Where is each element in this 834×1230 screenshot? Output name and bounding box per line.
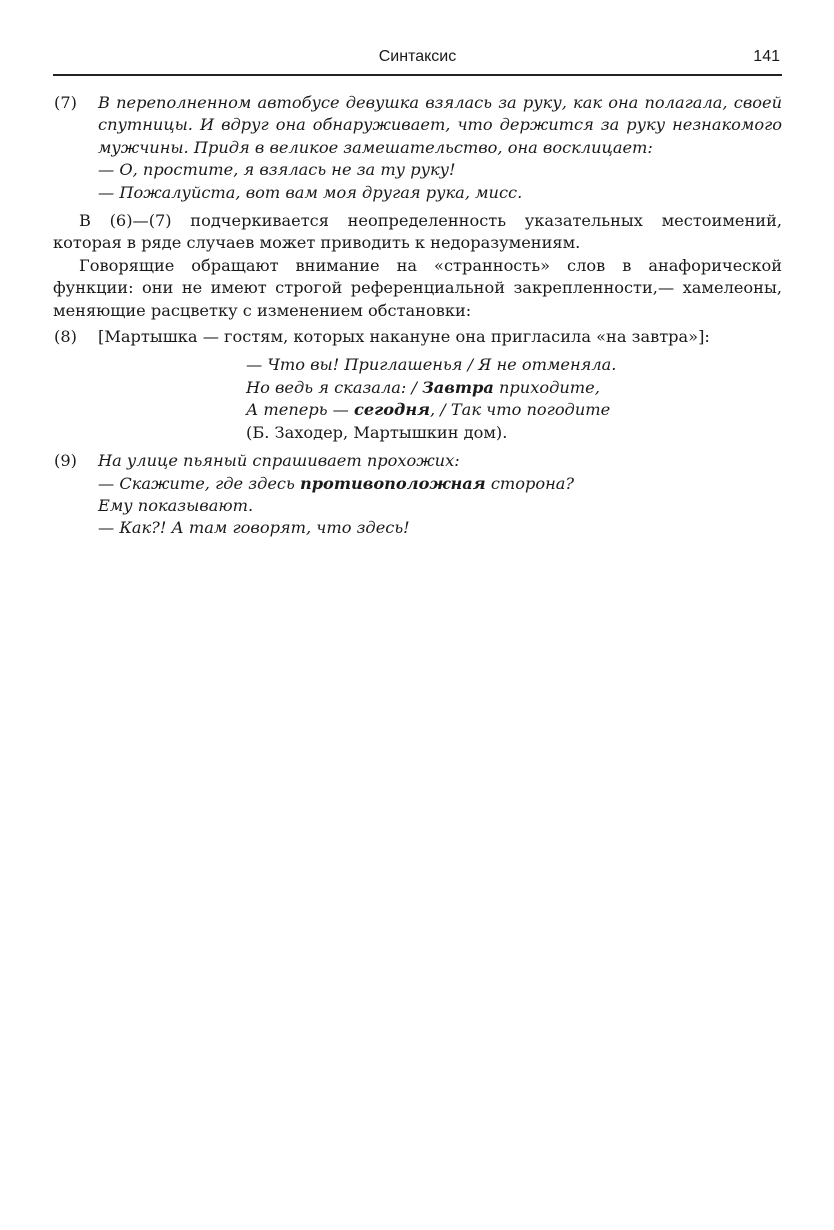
example-9-line-2: — Скажите, где здесь противоположная сторона? — [98, 473, 575, 493]
poem-line-2: Но ведь я сказала: / Завтра приходите, — [246, 377, 600, 397]
example-7-text: В переполненном автобусе девушка взялась за руку, как она полагала, своей спутницы. И вдруг она обнаруживает, что держится за руку незнакомого мужчины. Придя в великое замешательство, она восклицает: — [98, 93, 782, 157]
example-9 — [53, 450, 782, 540]
emphasis-segodnya: сегодня — [354, 400, 430, 420]
emphasis-zavtra: Завтра — [422, 377, 494, 397]
example-9-line-4: — Как?! А там говорят, что здесь! — [98, 518, 410, 538]
running-title: Синтаксис — [378, 48, 457, 65]
poem-line-3: А теперь — сегодня, / Так что погодите — [246, 400, 611, 420]
example-number: (8) — [54, 327, 77, 347]
poem-line-1: — Что вы! Приглашенья / Я не отменяла. — [246, 355, 617, 375]
example-number: (7) — [54, 93, 77, 112]
example-number: (9) — [54, 451, 77, 471]
page-number: 141 — [753, 48, 780, 65]
example-8 — [53, 326, 782, 348]
example-9-line-3: Ему показывают. — [98, 495, 254, 515]
example-8-intro: [Мартышка — гостям, которых накануне она пригласила «на завтра»]: — [98, 327, 710, 347]
paragraph-1: В (6)—(7) подчеркивается неопределенность указательных местоимений, которая в ряде случаев может приводить к недоразумениям. — [53, 211, 782, 253]
example-7-line-2: — Пожалуйста, вот вам моя другая рука, мисс. — [98, 182, 523, 202]
example-9-line-1: На улице пьяный спрашивает прохожих: — [98, 451, 460, 471]
page-body — [53, 92, 782, 546]
emphasis-protivopolozhnaya: противоположная — [299, 473, 486, 493]
paragraph-2: Говорящие обращают внимание на «странность» слов в анафорической функции: они не имеют строгой референциальной закрепленности,— хамелеоны, меняющие расцветку с изменением обстановки: — [53, 255, 782, 320]
example-7 — [53, 92, 782, 204]
example-7-line-1: — О, простите, я взялась не за ту руку! — [98, 160, 456, 180]
poem-quote — [246, 354, 782, 444]
running-header — [53, 44, 782, 76]
poem-source: (Б. Заходер, Мартышкин дом). — [246, 422, 508, 442]
